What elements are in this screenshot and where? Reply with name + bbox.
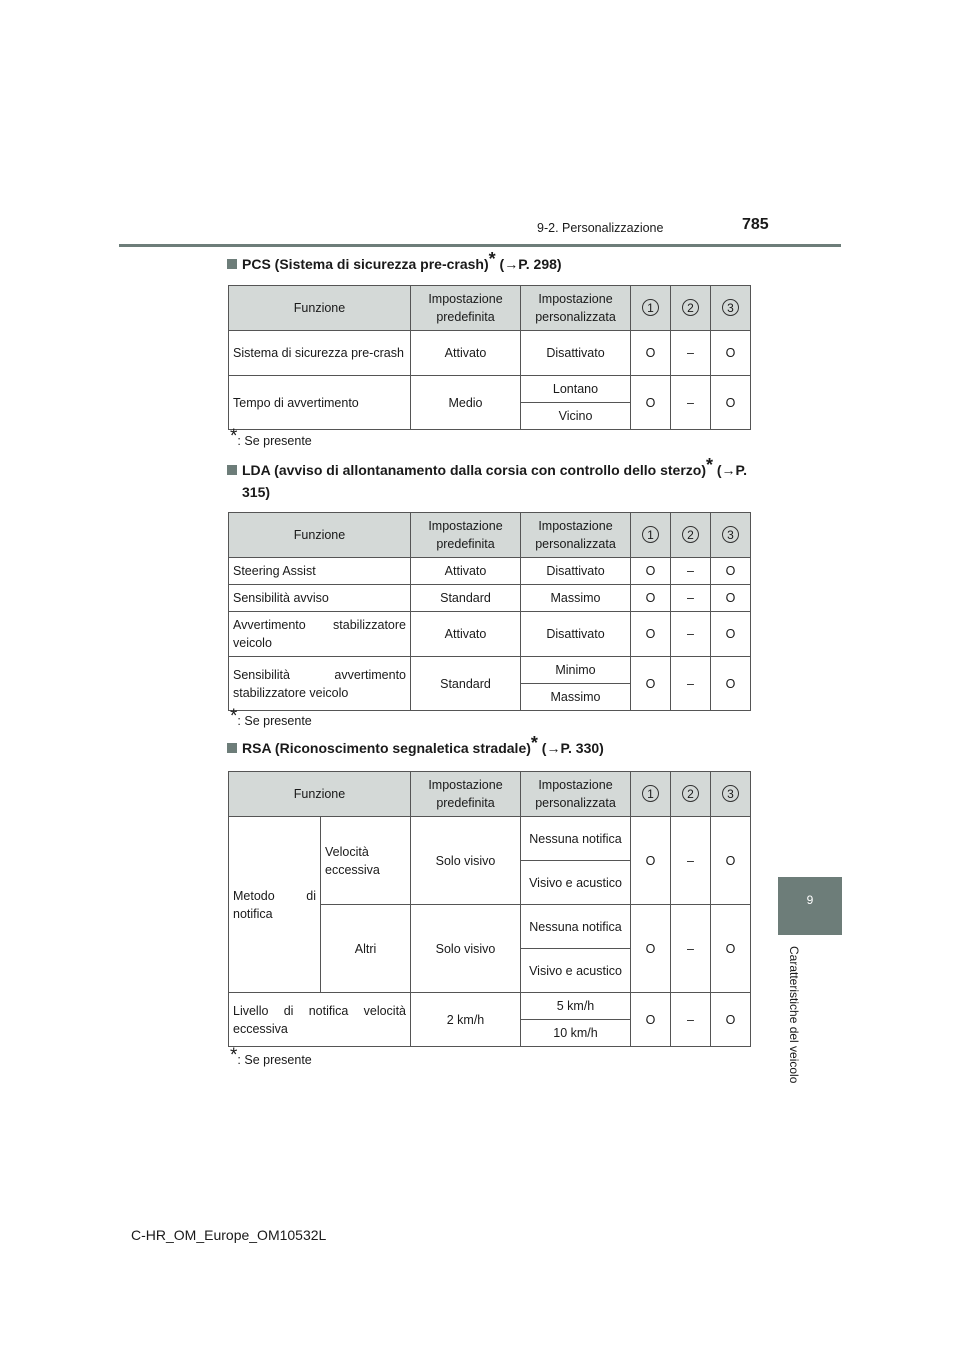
table-row: Vicino [229, 403, 751, 430]
table-row: Livello di notifica velocità eccessiva 2 km/h 5 km/h O – O [229, 993, 751, 1020]
col-personalizzata: Impostazione personalizzata [521, 772, 631, 817]
page-number: 785 [742, 216, 769, 233]
pcs-heading: PCS (Sistema di sicurezza pre-crash)* (→P. 298) [227, 253, 562, 275]
table-row: Visivo e acustico [229, 861, 751, 905]
table-row: Avvertimento stabilizzatore veicolo Attivato Disattivato O – O [229, 612, 751, 657]
table-row: Sistema di sicurezza pre-crash Attivato Disattivato O – O [229, 331, 751, 376]
footnote: *: Se presente [230, 1045, 312, 1067]
document-code: C-HR_OM_Europe_OM10532L [131, 1227, 327, 1243]
circle-2-icon: 2 [682, 785, 699, 802]
col-predefinita: Impostazione predefinita [411, 286, 521, 331]
circle-1-icon: 1 [642, 299, 659, 316]
circle-3-icon: 3 [722, 526, 739, 543]
table-row: Visivo e acustico [229, 949, 751, 993]
col-funzione: Funzione [229, 513, 411, 558]
table-row: Steering Assist Attivato Disattivato O – O [229, 558, 751, 585]
circle-1-icon: 1 [642, 785, 659, 802]
table-row: 10 km/h [229, 1020, 751, 1047]
pcs-table [228, 285, 751, 430]
table-header-row [229, 286, 751, 331]
table-row: Sensibilità avviso Standard Massimo O – O [229, 585, 751, 612]
lda-heading: LDA (avviso di allontanamento dalla corsia con controllo dello sterzo)* (→P. 315) [227, 459, 747, 503]
chapter-number: 9 [806, 893, 814, 907]
circle-1-icon: 1 [642, 526, 659, 543]
col-funzione: Funzione [229, 286, 411, 331]
table-row: Sensibilità avvertimento stabilizzatore veicolo Standard Minimo O – O [229, 657, 751, 684]
col-funzione: Funzione [229, 772, 411, 817]
table-row: Metodo di notifica Velocità eccessiva Solo visivo Nessuna notifica O – O [229, 817, 751, 861]
lda-table [228, 512, 751, 711]
square-bullet-icon [227, 259, 237, 269]
chapter-label: Caratteristiche del veicolo [787, 946, 801, 1084]
square-bullet-icon [227, 465, 237, 475]
table-header-row [229, 513, 751, 558]
section-title: 9-2. Personalizzazione [537, 221, 664, 235]
col-predefinita: Impostazione predefinita [411, 772, 521, 817]
table-header-row [229, 772, 751, 817]
circle-2-icon: 2 [682, 299, 699, 316]
rsa-heading: RSA (Riconoscimento segnaletica stradale)* (→P. 330) [227, 737, 604, 759]
col-personalizzata: Impostazione personalizzata [521, 513, 631, 558]
square-bullet-icon [227, 743, 237, 753]
footnote: *: Se presente [230, 706, 312, 728]
table-row: Tempo di avvertimento Medio Lontano O – O [229, 376, 751, 403]
table-row: Altri Solo visivo Nessuna notifica O – O [229, 905, 751, 949]
col-predefinita: Impostazione predefinita [411, 513, 521, 558]
circle-3-icon: 3 [722, 785, 739, 802]
header-divider [119, 244, 841, 247]
table-row: Massimo [229, 684, 751, 711]
rsa-table [228, 771, 751, 1047]
footnote: *: Se presente [230, 426, 312, 448]
circle-3-icon: 3 [722, 299, 739, 316]
col-personalizzata: Impostazione personalizzata [521, 286, 631, 331]
circle-2-icon: 2 [682, 526, 699, 543]
